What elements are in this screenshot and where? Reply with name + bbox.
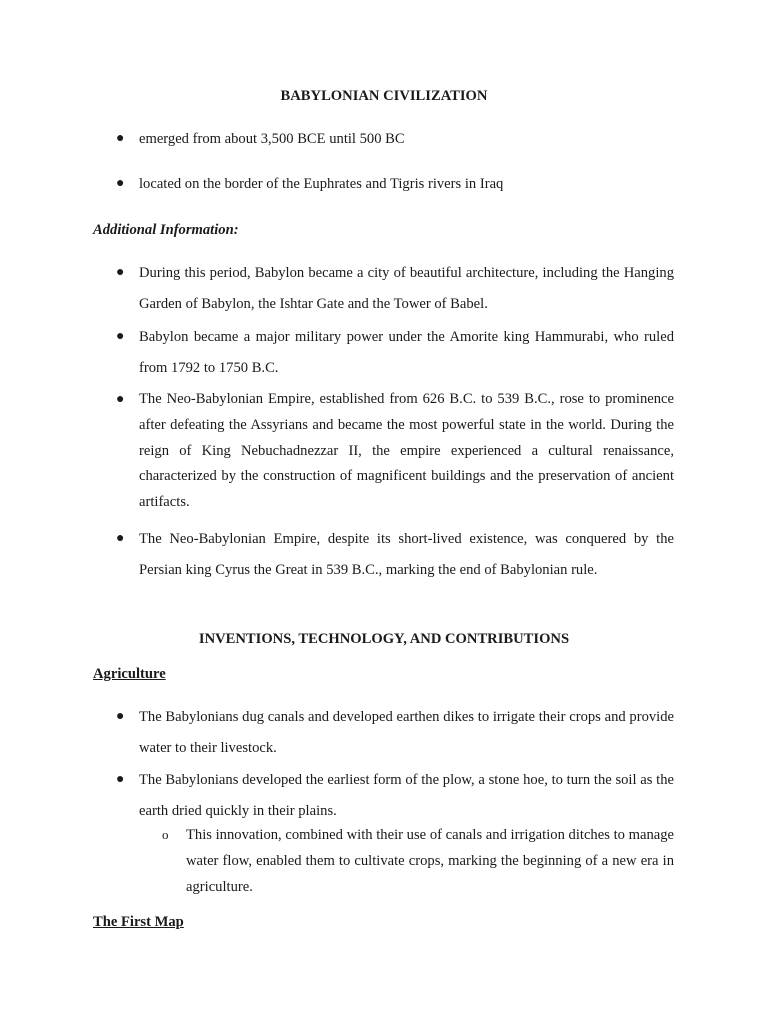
page-title: BABYLONIAN CIVILIZATION (280, 88, 488, 104)
list-item: The Babylonians developed the earliest form of the plow, a stone hoe, to turn the soil as the earth dried quickly in their plains. (139, 772, 674, 819)
list-item: Babylon became a major military power under the Amorite king Hammurabi, who ruled from 1792 to 1750 B.C. (139, 329, 674, 376)
sub-list-item: This innovation, combined with their use of canals and irrigation ditches to manage water flow, enabled them to cultivate crops, marking the beginning of a new era in agriculture. (186, 827, 674, 895)
agriculture-heading: Agriculture (93, 666, 166, 682)
bullet-icon: ● (116, 531, 125, 546)
section-title: INVENTIONS, TECHNOLOGY, AND CONTRIBUTIONS (198, 631, 570, 647)
bullet-icon: ● (116, 709, 125, 724)
list-item: The Neo-Babylonian Empire, despite its short-lived existence, was conquered by the Persian king Cyrus the Great in 539 B.C., marking the end of Babylonian rule. (139, 531, 674, 578)
list-item: The Babylonians dug canals and developed earthen dikes to irrigate their crops and provide water to their livestock. (139, 709, 674, 756)
list-item: During this period, Babylon became a city of beautiful architecture, including the Hanging Garden of Babylon, the Ishtar Gate and the Tower of Babel. (139, 265, 674, 312)
bullet-icon: ● (116, 176, 125, 191)
bullet-icon: ● (116, 329, 125, 344)
bullet-icon: ● (116, 392, 125, 407)
bullet-icon: ● (116, 772, 125, 787)
list-item: emerged from about 3,500 BCE until 500 BC (139, 131, 405, 147)
list-item: located on the border of the Euphrates and Tigris rivers in Iraq (139, 176, 504, 192)
sub-bullet-icon: o (162, 827, 169, 842)
bullet-icon: ● (116, 265, 125, 280)
first-map-heading: The First Map (93, 914, 184, 930)
list-item: The Neo-Babylonian Empire, established from 626 B.C. to 539 B.C., rose to prominence after defeating the Assyrians and became the most powerful state in the world. During the reign of King Nebuchadnezzar II, the empire experienced a cultural renaissance, characterized by the construction of magnificent buildings and the preservation of ancient artifacts. (139, 391, 674, 511)
additional-info-heading: Additional Information: (93, 222, 239, 238)
bullet-icon: ● (116, 131, 125, 146)
